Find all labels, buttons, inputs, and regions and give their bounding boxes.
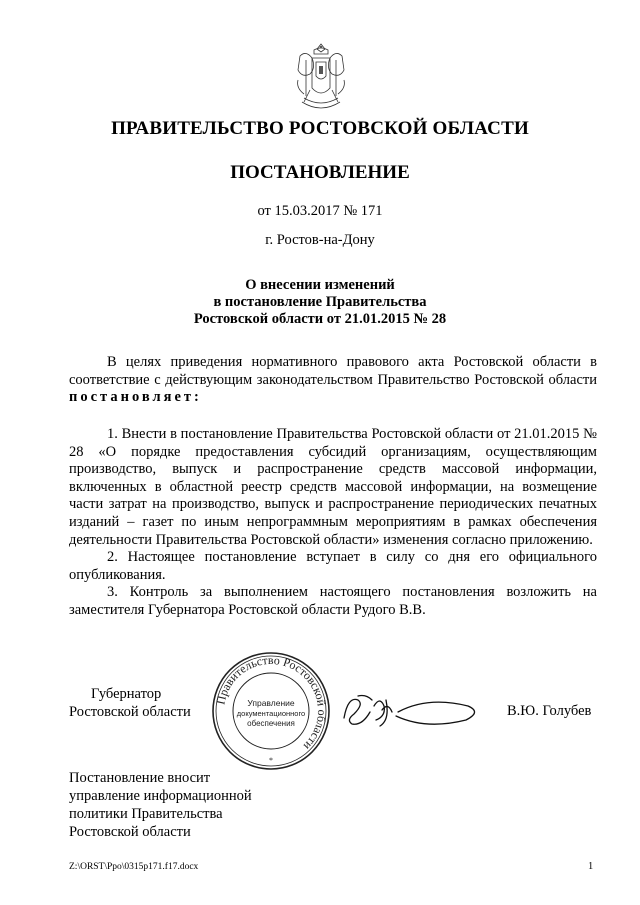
submitter-note-line-3: политики Правительства [69, 806, 223, 822]
stamp-outer-text: Правительство Ростовской области [213, 652, 330, 754]
subject-line-1: О внесении изменений [245, 277, 395, 293]
preamble-paragraph [69, 354, 597, 407]
stamp-star-icon: * [269, 756, 273, 765]
submitter-note-line-4: Ростовской области [69, 824, 191, 840]
stamp-inner-line-1: Управление [247, 698, 295, 708]
footer-page-number: 1 [588, 861, 594, 872]
decree-item-3: 3. Контроль за выполнением настоящего постановления возложить на заместителя Губернатора Ростовской области Рудого В.В. [69, 584, 597, 618]
decree-items [69, 426, 597, 620]
organization-title: ПРАВИТЕЛЬСТВО РОСТОВСКОЙ ОБЛАСТИ [111, 118, 529, 139]
decree-item-2: 2. Настоящее постановление вступает в силу со дня его официального опубликования. [69, 549, 597, 583]
signatory-position [69, 685, 191, 721]
footer-file-path: Z:\ORST\Ppo\0315p171.f17.docx [69, 862, 199, 872]
stamp-inner-line-2: документационного [236, 709, 306, 718]
document-subject [0, 277, 640, 328]
document-city: г. Ростов-на-Дону [265, 232, 375, 248]
subject-line-2: в постановление Правительства [213, 294, 427, 310]
signatory-position-line-1: Губернатор [91, 686, 162, 702]
submitter-note-line-1: Постановление вносит [69, 770, 211, 786]
submitter-note-line-2: управление информационной [69, 788, 252, 804]
document-date-number: от 15.03.2017 № 171 [257, 203, 383, 219]
coat-of-arms-emblem [292, 40, 350, 112]
decree-word: постановляет: [69, 389, 202, 406]
subject-line-3: Ростовской области от 21.01.2015 № 28 [193, 311, 447, 327]
handwritten-signature [338, 688, 488, 734]
document-type-heading: ПОСТАНОВЛЕНИЕ [230, 162, 410, 183]
preamble-text: В целях приведения нормативного правового акта Ростовской области в соответствие с действующим законодательством Правительство Ростовской области [69, 354, 597, 388]
signatory-name: В.Ю. Голубев [507, 703, 592, 719]
decree-item-1: 1. Внести в постановление Правительства Ростовской области от 21.01.2015 № 28 «О порядке предоставления субсидий организациям, осуществляющим производство, выпуск и распространение средств массовой информации, включенных в областной реестр средств массовой информации, на возмещение части затрат на производство, выпуск и распространение периодических печатных изданий – газет по иным непрограммным мероприятиям в рамках обеспечения деятельности Правительства Ростовской области» изменения согласно приложению. [69, 426, 597, 548]
stamp-inner-line-3: обеспечения [247, 719, 295, 728]
official-stamp [210, 650, 332, 772]
submitter-note [69, 769, 252, 841]
signatory-position-line-2: Ростовской области [69, 704, 191, 720]
